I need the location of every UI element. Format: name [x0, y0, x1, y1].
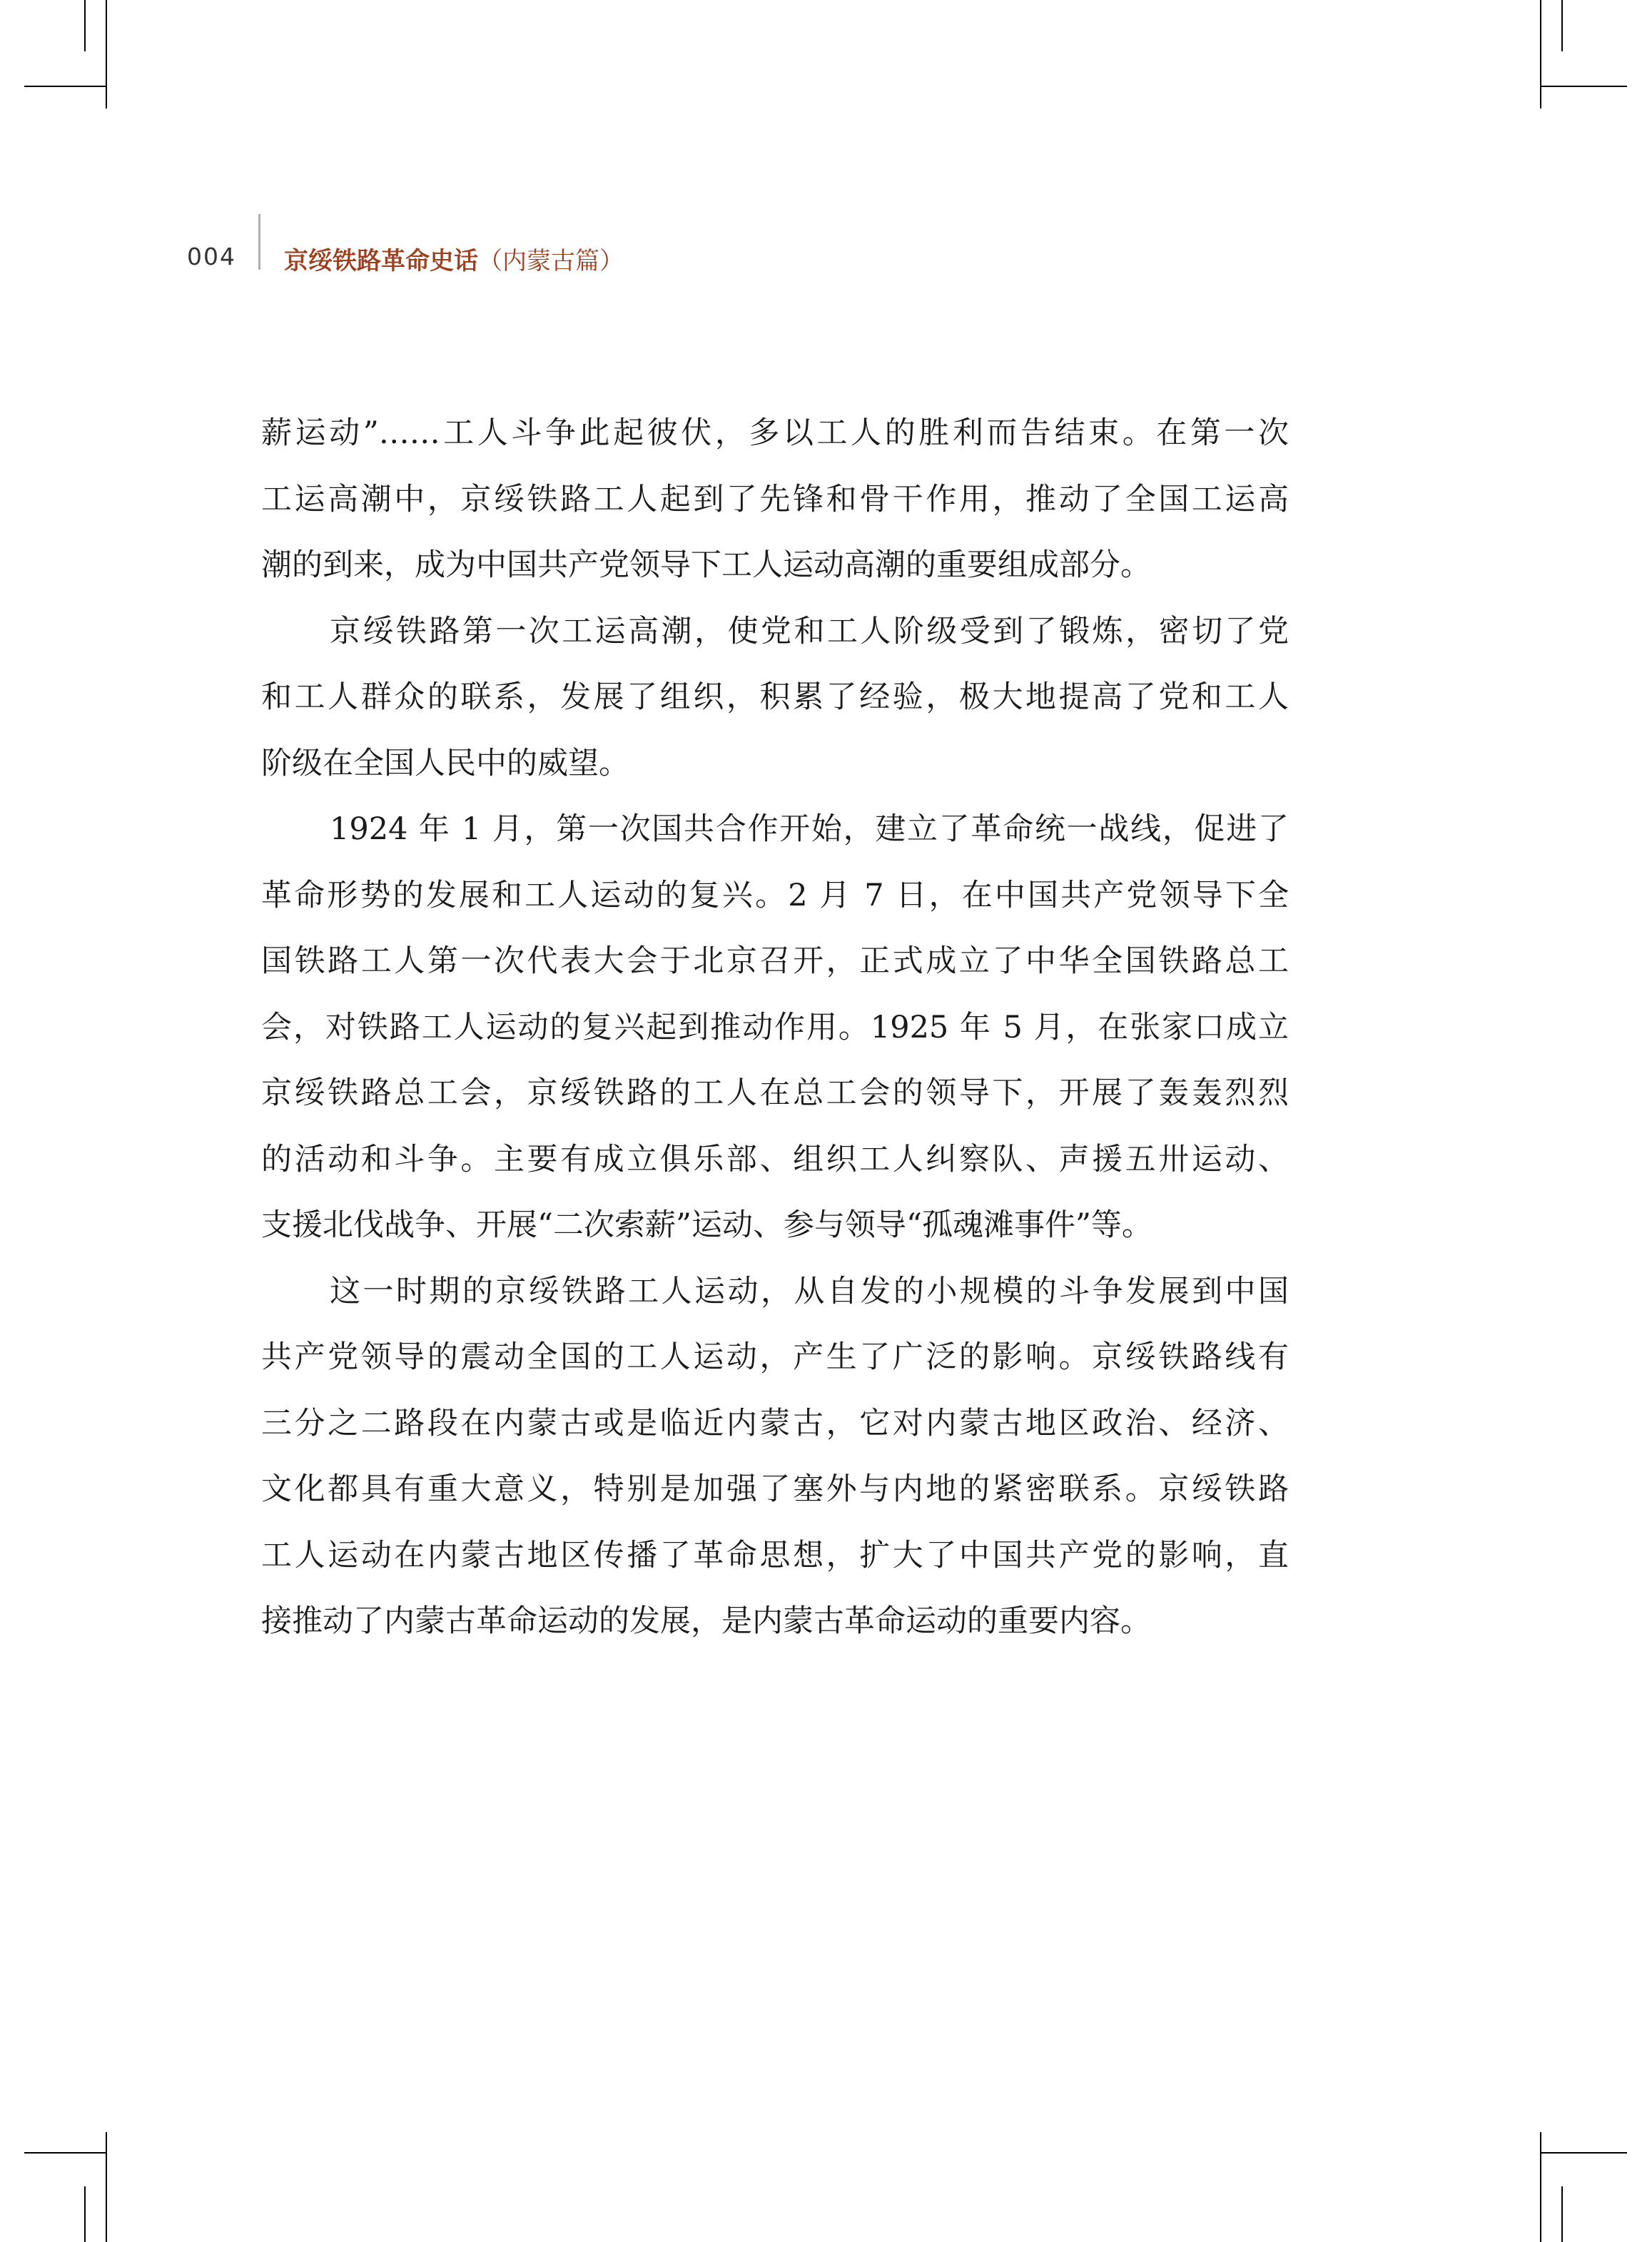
crop-mark-bottom-right-horizontal [1541, 2152, 1627, 2154]
crop-mark-top-left-horizontal [24, 86, 107, 87]
crop-mark-top-right-inner [1561, 0, 1563, 51]
text-line: 文化都具有重大意义，特别是加强了塞外与内地的紧密联系。京绥铁路 [261, 1471, 1289, 1507]
crop-mark-bottom-left-vertical [106, 2132, 107, 2242]
book-title-subtitle: （内蒙古篇） [478, 247, 624, 275]
text-line: 三分之二路段在内蒙古或是临近内蒙古，它对内蒙古地区政治、经济、 [261, 1405, 1289, 1441]
paragraph [261, 400, 1289, 599]
text-line: 和工人群众的联系，发展了组织，积累了经验，极大地提高了党和工人 [261, 679, 1289, 715]
text-line: 1924 年 1 月，第一次国共合作开始，建立了革命统一战线，促进了 [330, 811, 1289, 847]
text-line: 接推动了内蒙古革命运动的发展，是内蒙古革命运动的重要内容。 [261, 1603, 1151, 1639]
page-number: 004 [187, 243, 236, 270]
text-line: 支援北伐战争、开展“二次索薪”运动、参与领导“孤魂滩事件”等。 [261, 1207, 1152, 1243]
paragraph [261, 599, 1289, 797]
crop-mark-bottom-right-vertical [1540, 2132, 1541, 2242]
crop-mark-top-left-vertical [106, 0, 107, 108]
text-line: 京绥铁路第一次工运高潮，使党和工人阶级受到了锻炼，密切了党 [330, 613, 1289, 649]
text-line: 革命形势的发展和工人运动的复兴。2 月 7 日，在中国共产党领导下全 [261, 877, 1289, 913]
crop-mark-bottom-right-inner [1561, 2186, 1563, 2242]
text-line: 薪运动”……工人斗争此起彼伏，多以工人的胜利而告结束。在第一次 [261, 415, 1289, 451]
text-line: 工运高潮中，京绥铁路工人起到了先锋和骨干作用，推动了全国工运高 [261, 481, 1289, 517]
body-text [261, 400, 1289, 1655]
crop-mark-bottom-left-inner [84, 2186, 86, 2242]
text-line: 潮的到来，成为中国共产党领导下工人运动高潮的重要组成部分。 [261, 547, 1151, 583]
text-line: 阶级在全国人民中的威望。 [261, 745, 629, 781]
book-title [284, 241, 624, 276]
paragraph [261, 1259, 1289, 1655]
text-line: 会，对铁路工人运动的复兴起到推动作用。1925 年 5 月，在张家口成立 [261, 1009, 1289, 1045]
crop-mark-top-right-horizontal [1541, 86, 1627, 87]
book-title-main: 京绥铁路革命史话 [284, 247, 478, 275]
text-line: 工人运动在内蒙古地区传播了革命思想，扩大了中国共产党的影响，直 [261, 1537, 1289, 1573]
text-line: 共产党领导的震动全国的工人运动，产生了广泛的影响。京绥铁路线有 [261, 1339, 1289, 1375]
text-line: 京绥铁路总工会，京绥铁路的工人在总工会的领导下，开展了轰轰烈烈 [261, 1075, 1289, 1111]
crop-mark-top-left-inner [84, 0, 86, 51]
text-line: 这一时期的京绥铁路工人运动，从自发的小规模的斗争发展到中国 [330, 1273, 1289, 1309]
header-divider [258, 214, 260, 270]
crop-mark-bottom-left-horizontal [24, 2152, 107, 2154]
text-line: 国铁路工人第一次代表大会于北京召开，正式成立了中华全国铁路总工 [261, 943, 1289, 979]
text-line: 的活动和斗争。主要有成立俱乐部、组织工人纠察队、声援五卅运动、 [261, 1141, 1289, 1177]
paragraph [261, 796, 1289, 1259]
crop-mark-top-right-vertical [1540, 0, 1541, 108]
